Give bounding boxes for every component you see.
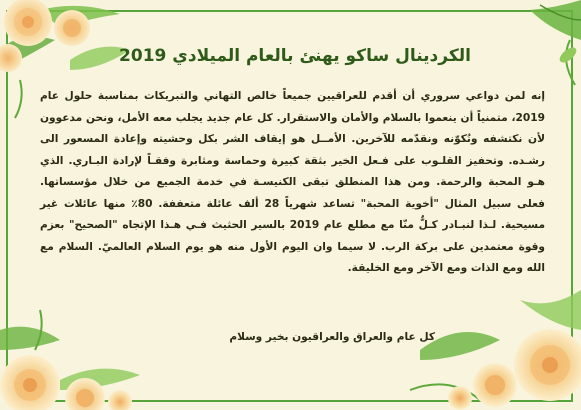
card-title: الكردينال ساكو يهنئ بالعام الميلادي 2019 [119,46,471,66]
rose-bouquet-icon [0,290,160,410]
leaf-sprig-icon [470,0,581,90]
closing-lines [150,327,435,348]
closing-line: كل عام والعراق والعراقيون بخير وسلام [229,331,435,343]
message-body [40,86,545,280]
message-paragraph: إنه لمن دواعي سروري أن أقدم للعراقيين جميعاً خالص التهاني والتبريكات بمناسبة حلول عام 2019، متمنياً أن ينعموا بالسلام والأمان والاستقرار. كل عام جديد يجلب معه الأمل، ونحن مدعوون لأن نكتشفه ونُكوّنه ونقدّمه للآخرين. الأمــل هو إيقاف الشر بكل وحشيته وإعادة المسعور الى رشـده. وتحفيز القلـوب على فـعل الخير بثقة كبيرة وحماسة ومثابرة وفقـاً لإرادة البـاري. الذي هـو المحبة والرحمة. ومن هذا المنطلق تبقى الكنيسـة في خدمة الجميع من خلال مؤسساتها. فعلى سبيل المثال "أخوية المحبة" تساعد شهرياً 28 ألف عائلة متعففة. 80٪ منها عائلات غير مسيحية. لـذا لنبـادر كـلٌّ منّا مع مطلع عام 2019 بالسير الحثيث فـي هـذا الإتجاه "الصحيح" بعزم وقوة معتمدين على بركة الرب. لا سيما وان اليوم الأول منه هو يوم السلام العالميّ. السلام مع الله ومع الذات ومع الآخر ومع الخليقة. [40,90,546,274]
